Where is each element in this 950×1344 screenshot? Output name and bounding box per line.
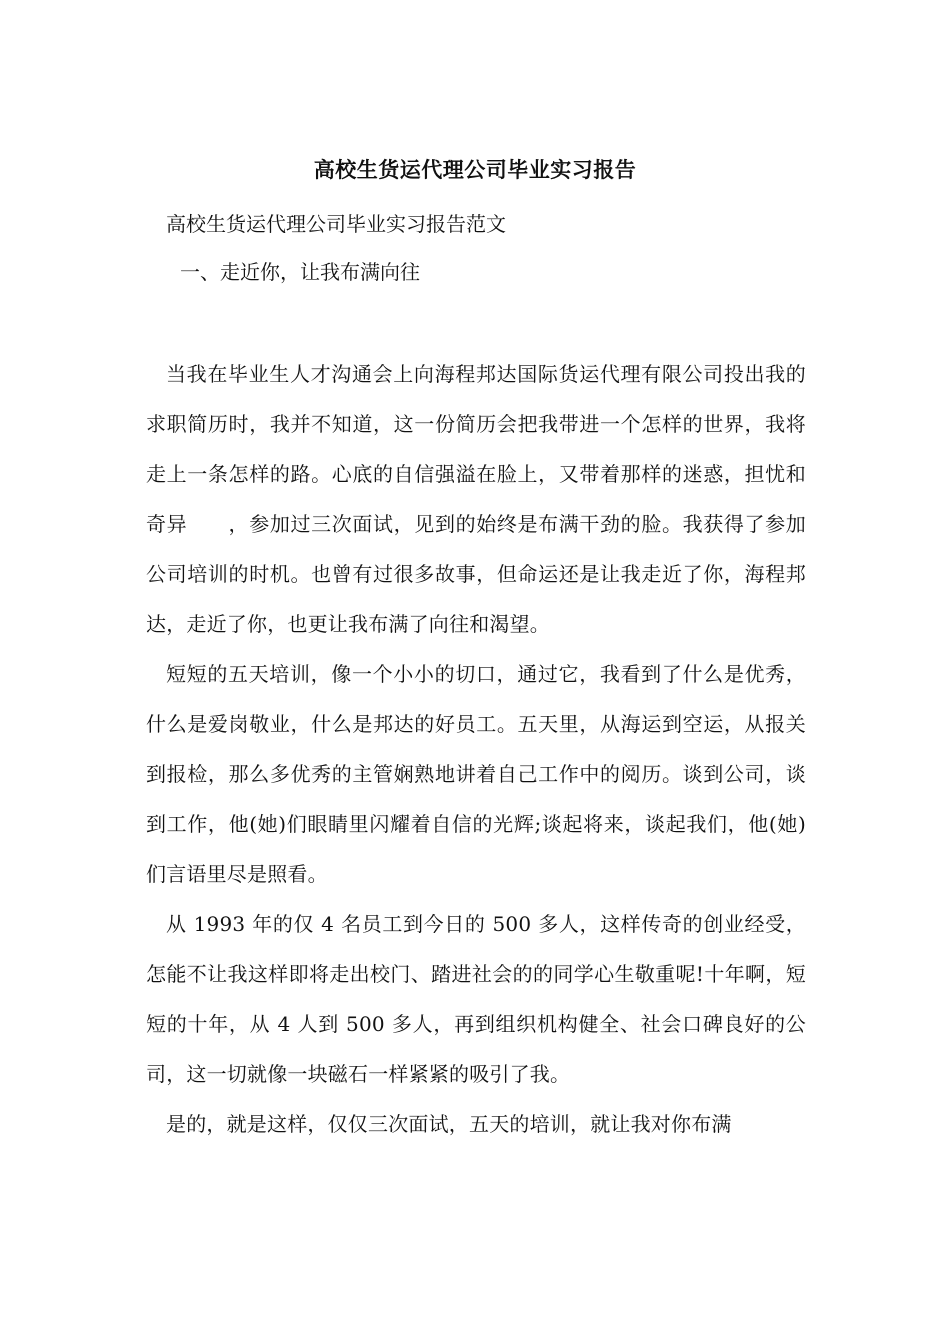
paragraph-2: 短短的五天培训，像一个小小的切口，通过它，我看到了什么是优秀，什么是爱岗敬业，什么是邦达的好员工。五天里，从海运到空运，从报关到报检，那么多优秀的主管娴熟地讲着自己工作中的阅历。谈到公司，谈到工作，他(她)们眼睛里闪耀着自信的光辉;谈起将来，谈起我们，他(她)们言语里尽是照看。 <box>146 662 806 886</box>
document-subtitle: 高校生货运代理公司毕业实习报告范文 <box>166 212 506 236</box>
paragraph-3: 从 1993 年的仅 4 名员工到今日的 500 多人，这样传奇的创业经受，怎能不让我这样即将走出校门、踏进社会的的同学心生敬重呢!十年啊，短短的十年，从 4 人到 500 多人，再到组织机构健全、社会口碑良好的公司，这一切就像一块磁石一样紧紧的吸引了我。 <box>146 912 806 1086</box>
document-body <box>146 349 806 1149</box>
document-title: 高校生货运代理公司毕业实习报告 <box>313 157 637 182</box>
section-heading: 一、走近你，让我布满向往 <box>180 260 420 284</box>
paragraph-4: 是的，就是这样，仅仅三次面试，五天的培训，就让我对你布满 <box>166 1112 732 1136</box>
paragraph-1: 当我在毕业生人才沟通会上向海程邦达国际货运代理有限公司投出我的求职简历时，我并不知道，这一份简历会把我带进一个怎样的世界，我将走上一条怎样的路。心底的自信强溢在脸上，又带着那样的迷惑，担忧和奇异 ，参加过三次面试，见到的始终是布满干劲的脸。我获得了参加公司培训的时机。也曾有过很多故事，但命运还是让我走近了你，海程邦达，走近了你，也更让我布满了向往和渴望。 <box>146 362 806 636</box>
